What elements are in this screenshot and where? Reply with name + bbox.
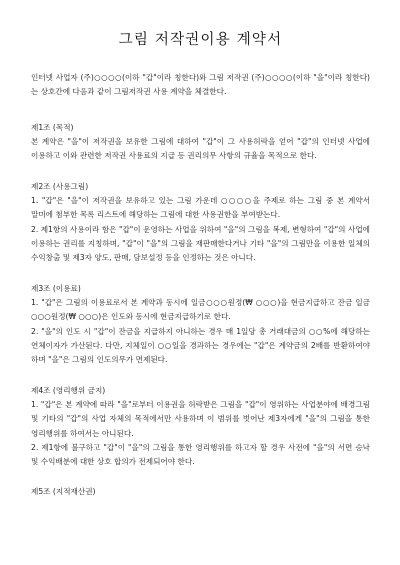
article-4-paragraph-2: 2. 제1항에 불구하고 "갑"이 "을"의 그림을 통한 영리행위를 하고자 할 경우 사전에 "을"의 서면 승낙 및 수익배분에 대한 상호 합의가 전제되어야 한다. — [31, 442, 370, 467]
article-5 — [31, 486, 370, 498]
document-title: 그림 저작권이용 계약서 — [118, 32, 283, 48]
article-1-heading: 제1조 (목적) — [31, 122, 74, 132]
article-4-heading: 제4조 (영리행위 금지) — [31, 386, 106, 396]
article-1-paragraph-1: 본 계약은 "을"이 저작권을 보유한 그림에 대하여 "갑"이 그 사용허락을 얻어 "갑"의 인터넷 사업에 이용하고 이와 관련한 저작권 사용료의 지급 등 권리의무 사항의 규율을 목적으로 한다. — [31, 136, 370, 161]
article-4 — [31, 385, 370, 469]
article-2 — [31, 181, 370, 265]
article-2-heading: 제2조 (사용그림) — [31, 182, 89, 192]
intro-paragraph: 인터넷 사업자 (주)○○○○(이하 "갑"이라 칭한다)와 그림 저작권 (주)○○○○(이하 "을"이라 칭한다)는 상호간에 다음과 같이 그림저작권 사용 계약을 체결한다. — [31, 73, 370, 97]
article-2-paragraph-1: 1. "갑"은 "을"이 저작권을 보유하고 있는 그림 가운데 ○○○○을 주제로 하는 그림 중 본 계약서 말미에 첨부한 목록 리스트에 해당하는 그림에 대한 사용권한을 부여받는다. — [31, 196, 370, 220]
article-4-paragraph-1: 1. "갑"은 본 계약에 따라 "을"로부터 이용권을 허락받은 그림을 "갑"이 영위하는 사업분야에 배경그림 및 기타의 "갑"의 사업 자체의 목적에서만 사용하며 이 범위를 벗어난 제3자에게 "을"의 그림을 통한 영리행위를 하여서는 아니된다. — [31, 400, 370, 438]
article-2-paragraph-2: 2. 제1항의 사용이라 함은 "갑"이 운영하는 사업을 위하여 "을"의 그림을 복제, 변형하여 "갑"의 사업에 이용하는 권리를 지칭하며, "갑"이 "을"의 그림을 재판매한다거나 기타 "을"의 그림만을 이용한 일체의 수익창출 및 제3자 양도, 판매, 담보설정 등을 인정하는 것은 아니다. — [31, 224, 370, 263]
article-5-heading: 제5조 (지적재산권) — [31, 487, 96, 497]
article-3-heading: 제3조 (이용료) — [31, 284, 81, 294]
article-3 — [31, 283, 370, 367]
article-1 — [31, 122, 370, 163]
article-3-paragraph-1: 1. "갑"은 그림의 이용료로서 본 계약과 동시에 일금○○○원정(₩ ○○○)을 현금지급하고 잔금 일금○○○원정(₩ ○○○)은 인도와 동시에 현금지급하기로 한다. — [31, 298, 370, 322]
article-3-paragraph-2: 2. "을"의 인도 시 "갑"이 잔금을 지급하지 아니하는 경우 매 1일당 총 거래대금의 ○○%에 해당하는 연체이자가 가산된다. 다만, 지체일이 ○○일을 경과하는 경우에는 "갑"은 계약금의 2배를 반환하여야 하며 "을"은 그림의 인도의무가 면제된다. — [31, 326, 370, 365]
